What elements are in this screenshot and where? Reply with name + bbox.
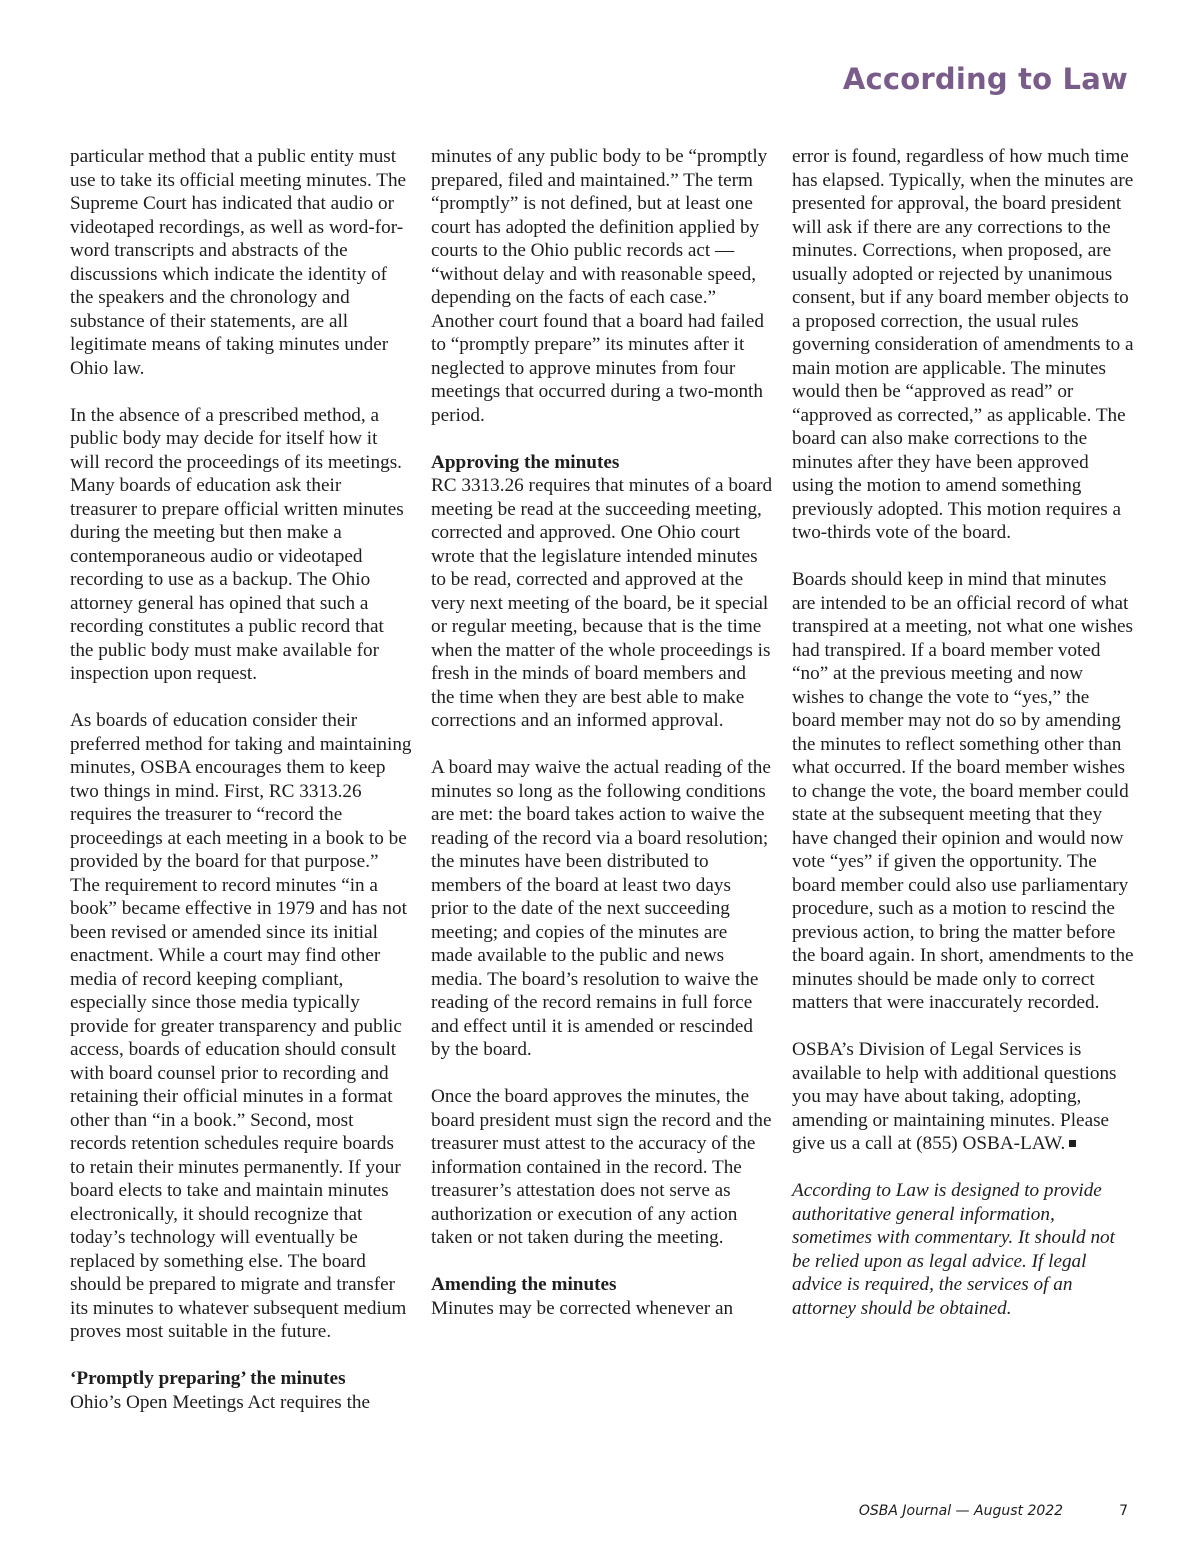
paragraph: minutes of any public body to be “promptly prepared, filed and maintained.” The term “promptly” is not defined, but at least one court has adopted the definition applied by courts to the Ohio public records act — “without delay and with reasonable speed, depending on the facts of each case.” Another court found that a board had failed to “promptly prepare” its minutes after it neglected to approve minutes from four meetings that occurred during a two-month period.	[431, 146, 768, 426]
paragraph: particular method that a public entity must use to take its official meeting minutes. The Supreme Court has indicated that audio or videotaped recordings, as well as word-for-word transcripts and abstracts of the discussions which indicate the identity of the speakers and the chronology and substance of their statements, are all legitimate means of taking minutes under Ohio law.	[70, 146, 407, 379]
paragraph: A board may waive the actual reading of the minutes so long as the following conditions are met: the board takes action to waive the reading of the record via a board resolution; the minutes have been distributed to members of the board at least two days prior to the date of the next succeeding meeting; and copies of the minutes are made available to the public and news media. The board’s resolution to waive the reading of the record remains in full force and effect until it is amended or rescinded by the board.	[431, 757, 771, 1060]
end-of-article-square-icon	[1069, 1140, 1076, 1147]
paragraph: Boards should keep in mind that minutes are intended to be an official record of what transpired at a meeting, not what one wishes had transpired. If a board member voted “no” at the previous meeting and now wishes to change the vote to “yes,” the board member may not do so by amending the minutes to reflect something other than what occurred. If the board member wishes to change the vote, the board member could state at the subsequent meeting that they have changed their opinion and would now vote “yes” if given the opportunity. The board member could also use parliamentary procedure, such as a motion to rescind the previous action, to bring the matter before the board again. In short, amendments to the minutes should be made only to correct matters that were inaccurately recorded.	[792, 569, 1134, 1013]
subheading-promptly-preparing: ‘Promptly preparing’ the minutes	[70, 1368, 346, 1389]
column-2	[431, 145, 773, 1320]
column-3	[792, 145, 1134, 1320]
section-title: According to Law	[842, 62, 1128, 96]
paragraph: Ohio’s Open Meetings Act requires the	[70, 1391, 371, 1413]
paragraph: Minutes may be corrected whenever an	[431, 1297, 734, 1319]
paragraph: As boards of education consider their preferred method for taking and maintaining minutes, OSBA encourages them to keep two things in mind. First, RC 3313.26 requires the treasurer to “record the proceedings at each meeting in a book to be provided by the board for that purpose.” The requirement to record minutes “in a book” became effective in 1979 and has not been revised or amended since its initial enactment. While a court may find other media of record keeping compliant, especially since those media typically provide for greater transparency and public access, boards of education should consult with board counsel prior to recording and retaining their official minutes in a format other than “in a book.” Second, most records retention schedules require boards to retain their minutes permanently. If your board elects to take and maintain minutes electronically, it should recognize that today’s technology will eventually be replaced by something else. The board should be prepared to migrate and transfer its minutes to whatever subsequent medium proves most suitable in the future.	[70, 710, 412, 1342]
paragraph: Once the board approves the minutes, the board president must sign the record and the treasurer must attest to the accuracy of the information contained in the record. The treasurer’s attestation does not serve as authorization or execution of any action taken or not taken during the meeting.	[431, 1086, 772, 1248]
paragraph: error is found, regardless of how much time has elapsed. Typically, when the minutes are presented for approval, the board president will ask if there are any corrections to the minutes. Corrections, when proposed, are usually adopted or rejected by unanimous consent, but if any board member objects to a proposed correction, the usual rules governing consideration of amendments to a main motion are applicable. The minutes would then be “approved as read” or “approved as corrected,” as applicable. The board can also make corrections to the minutes after they have been approved using the motion to amend something previously adopted. This motion requires a two-thirds vote of the board.	[792, 146, 1134, 543]
journal-issue: OSBA Journal — August 2022	[858, 1503, 1064, 1519]
page-number: 7	[1119, 1503, 1128, 1519]
subheading-amending-minutes: Amending the minutes	[431, 1274, 617, 1295]
paragraph-contact	[792, 1038, 1134, 1156]
paragraph: RC 3313.26 requires that minutes of a board meeting be read at the succeeding meeting, corrected and approved. One Ohio court wrote that the legislature intended minutes to be read, corrected and approved at the very next meeting of the board, be it special or regular meeting, because that is the time when the matter of the whole proceedings is fresh in the minds of board members and the time when they are best able to make corrections and an informed approval.	[431, 475, 773, 731]
disclaimer: According to Law is designed to provide authoritative general information, sometimes with commentary. It should not be relied upon as legal advice. If legal advice is required, the services of an attorney should be obtained.	[792, 1180, 1115, 1319]
contact-text: OSBA’s Division of Legal Services is available to help with additional questions you may have about taking, adopting, amending or maintaining minutes. Please give us a call at (855) OSBA-LAW.	[792, 1039, 1117, 1154]
page-footer	[859, 1503, 1128, 1519]
paragraph: In the absence of a prescribed method, a public body may decide for itself how it will record the proceedings of its meetings. Many boards of education ask their treasurer to prepare official written minutes during the meeting but then make a contemporaneous audio or videotaped recording to use as a backup. The Ohio attorney general has opined that such a recording constitutes a public record that the public body must make available for inspection upon request.	[70, 404, 404, 684]
column-1	[70, 145, 412, 1414]
subheading-approving-minutes: Approving the minutes	[431, 451, 620, 473]
